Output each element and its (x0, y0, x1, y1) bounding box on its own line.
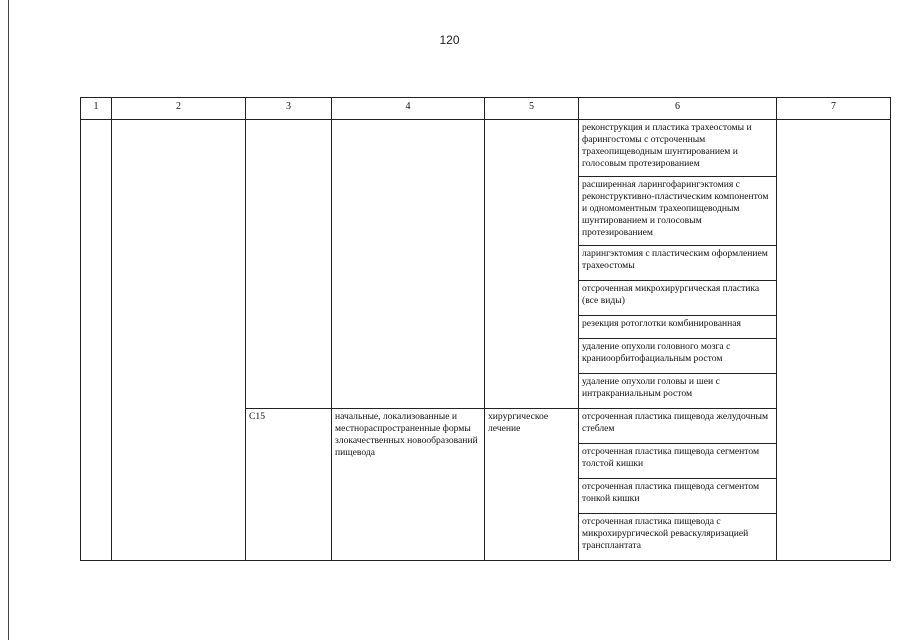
page-number: 120 (439, 33, 460, 47)
method-cell: расширенная ларингофарингэктомия с реконструктивно-пластическим компонентом и одномоментным трахеопищеводным шунтированием и голосовым протезированием (579, 177, 777, 246)
method-cell: резекция ротоглотки комбинированная (579, 316, 777, 339)
header-cell-6: 6 (579, 98, 777, 120)
col7-cell (777, 120, 891, 561)
page-margin-line (8, 0, 9, 640)
procedures-table (80, 97, 891, 561)
header-row (81, 98, 891, 120)
header-cell-1: 1 (81, 98, 112, 120)
patient-model-cell: начальные, локализованные и местнораспространенные формы злокачественных новообразований пищевода (332, 409, 485, 561)
method-cell: отсроченная пластика пищевода с микрохирургической реваскуляризацией трансплантата (579, 514, 777, 561)
col4-cell-empty (332, 120, 485, 409)
method-cell: удаление опухоли головного мозга с краниоорбитофациальным ростом (579, 339, 777, 374)
diagnosis-code-cell: C15 (246, 409, 332, 561)
method-cell: отсроченная микрохирургическая пластика (все виды) (579, 281, 777, 316)
header-cell-5: 5 (485, 98, 579, 120)
method-cell: отсроченная пластика пищевода желудочным стеблем (579, 409, 777, 444)
method-cell: реконструкция и пластика трахеостомы и фарингостомы с отсроченным трахеопищеводным шунтированием и голосовым протезированием (579, 120, 777, 177)
table-row (81, 120, 891, 177)
method-cell: удаление опухоли головы и шеи с интракраниальным ростом (579, 374, 777, 409)
header-cell-4: 4 (332, 98, 485, 120)
treatment-type-cell: хирургическое лечение (485, 409, 579, 561)
header-cell-2: 2 (112, 98, 246, 120)
header-cell-3: 3 (246, 98, 332, 120)
col5-cell-empty (485, 120, 579, 409)
col3-cell-empty (246, 120, 332, 409)
header-cell-7: 7 (777, 98, 891, 120)
col1-cell (81, 120, 112, 561)
method-cell: ларингэктомия с пластическим оформлением трахеостомы (579, 246, 777, 281)
method-cell: отсроченная пластика пищевода сегментом толстой кишки (579, 444, 777, 479)
col2-cell (112, 120, 246, 561)
method-cell: отсроченная пластика пищевода сегментом тонкой кишки (579, 479, 777, 514)
